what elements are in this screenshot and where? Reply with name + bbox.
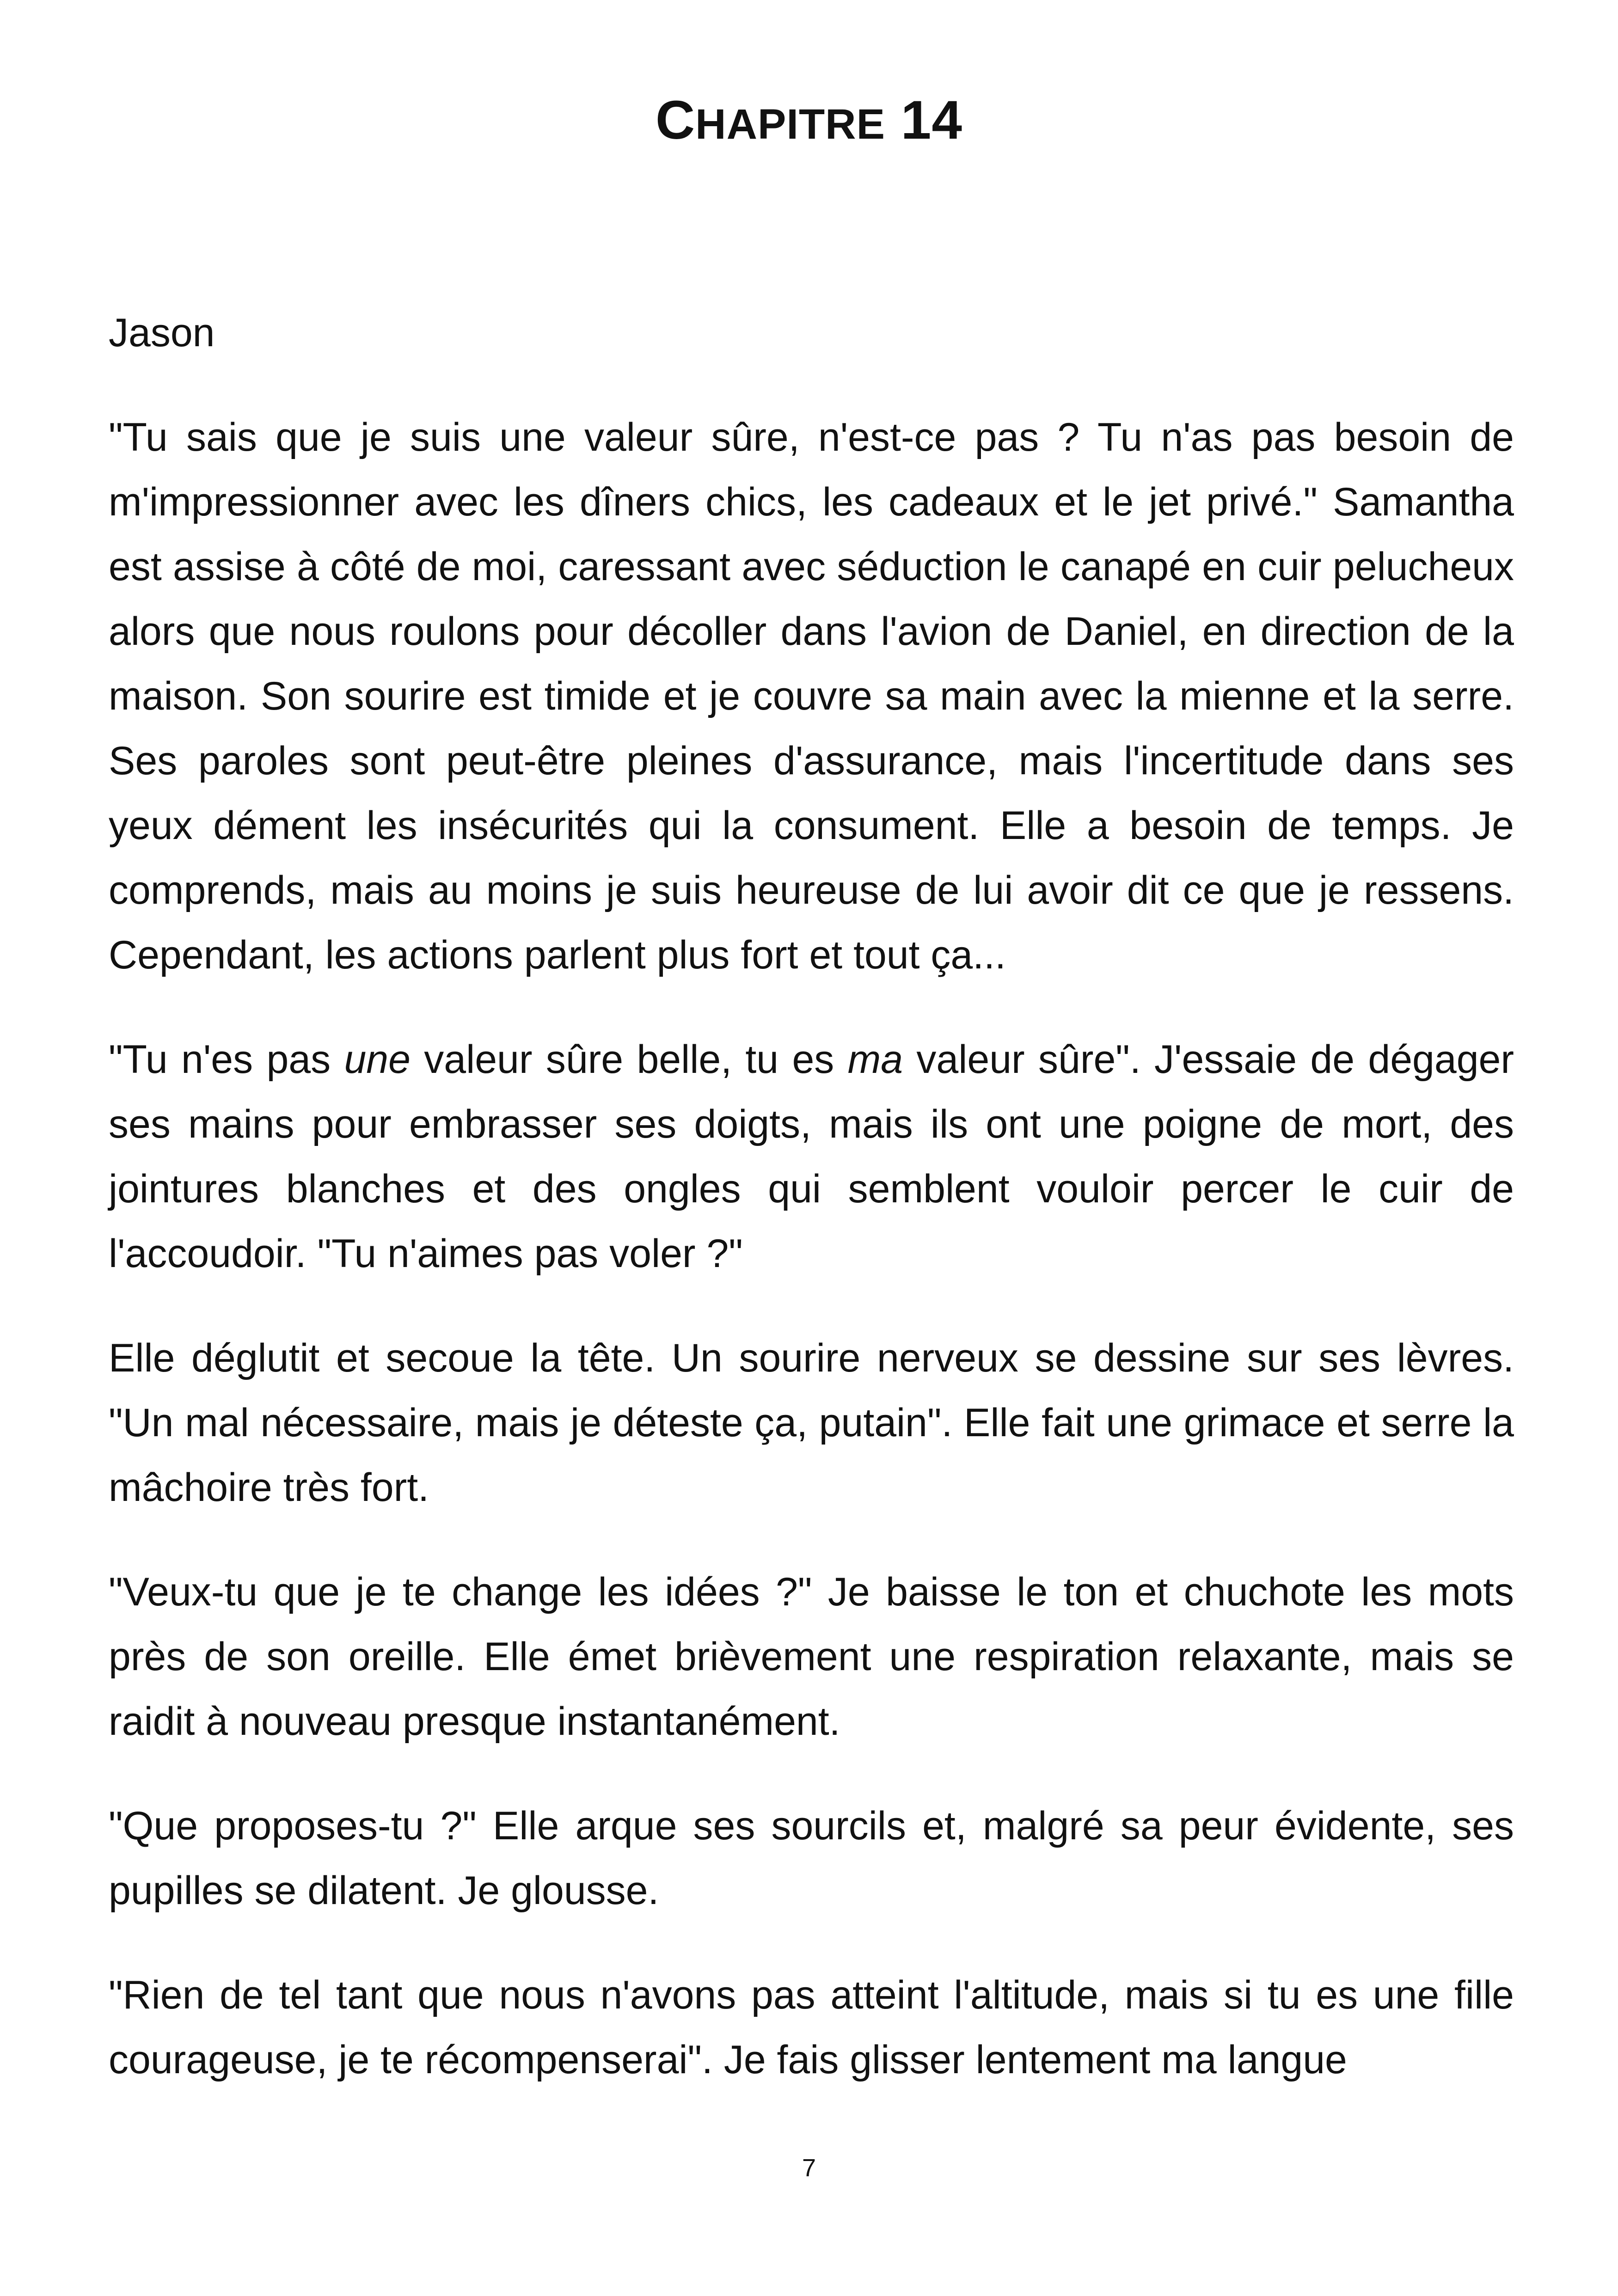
paragraph-4: "Veux-tu que je te change les idées ?" Je baisse le ton et chuchote les mots près de son oreille. Elle émet brièvement une respiration relaxante, mais se raidit à nouveau presque instantanément. — [109, 1570, 1514, 1744]
paragraph-2 — [109, 1027, 1514, 1286]
chapter-number: 14 — [901, 90, 963, 151]
paragraph-3: Elle déglutit et secoue la tête. Un sourire nerveux se dessine sur ses lèvres. "Un mal nécessaire, mais je déteste ça, putain". Elle fait une grimace et serre la mâchoire très fort. — [109, 1336, 1514, 1510]
speaker-name: Jason — [109, 311, 215, 355]
paragraph-2-part-a: "Tu n'es pas — [109, 1037, 344, 1082]
paragraph-2-emphasis-ma: ma — [847, 1037, 903, 1082]
paragraph-6: "Rien de tel tant que nous n'avons pas atteint l'altitude, mais si tu es une fille courageuse, je te récompenserai". Je fais glisser lentement ma langue — [109, 1973, 1514, 2082]
paragraph-2-emphasis-une: une — [344, 1037, 411, 1082]
paragraph-2-part-b: valeur sûre belle, tu es — [410, 1037, 848, 1082]
chapter-body — [109, 300, 1514, 2092]
paragraph-5: "Que proposes-tu ?" Elle arque ses sourcils et, malgré sa peur évidente, ses pupilles se dilatent. Je glousse. — [109, 1804, 1514, 1913]
chapter-title-word: HAPITRE — [695, 101, 885, 148]
chapter-title-first-letter: C — [655, 90, 696, 151]
paragraph-1: "Tu sais que je suis une valeur sûre, n'est-ce pas ? Tu n'as pas besoin de m'impressionner avec les dîners chics, les cadeaux et le jet privé." Samantha est assise à côté de moi, caressant avec séduction le canapé en cuir pelucheux alors que nous roulons pour décoller dans l'avion de Daniel, en direction de la maison. Son sourire est timide et je couvre sa main avec la mienne et la serre. Ses paroles sont peut-être pleines d'assurance, mais l'incertitude dans ses yeux dément les insécurités qui la consument. Elle a besoin de temps. Je comprends, mais au moins je suis heureuse de lui avoir dit ce que je ressens. Cependant, les actions parlent plus fort et tout ça... — [109, 415, 1514, 977]
paragraph-2-part-c: valeur sûre". J'essaie de dégager ses mains pour embrasser ses doigts, mais ils ont une poigne de mort, des jointures blanches et des ongles qui semblent vouloir percer le cuir de l'accoudoir. "Tu n'aimes pas voler ?" — [109, 1037, 1514, 1276]
page-number: 7 — [802, 2154, 816, 2182]
chapter-title — [0, 88, 1618, 157]
